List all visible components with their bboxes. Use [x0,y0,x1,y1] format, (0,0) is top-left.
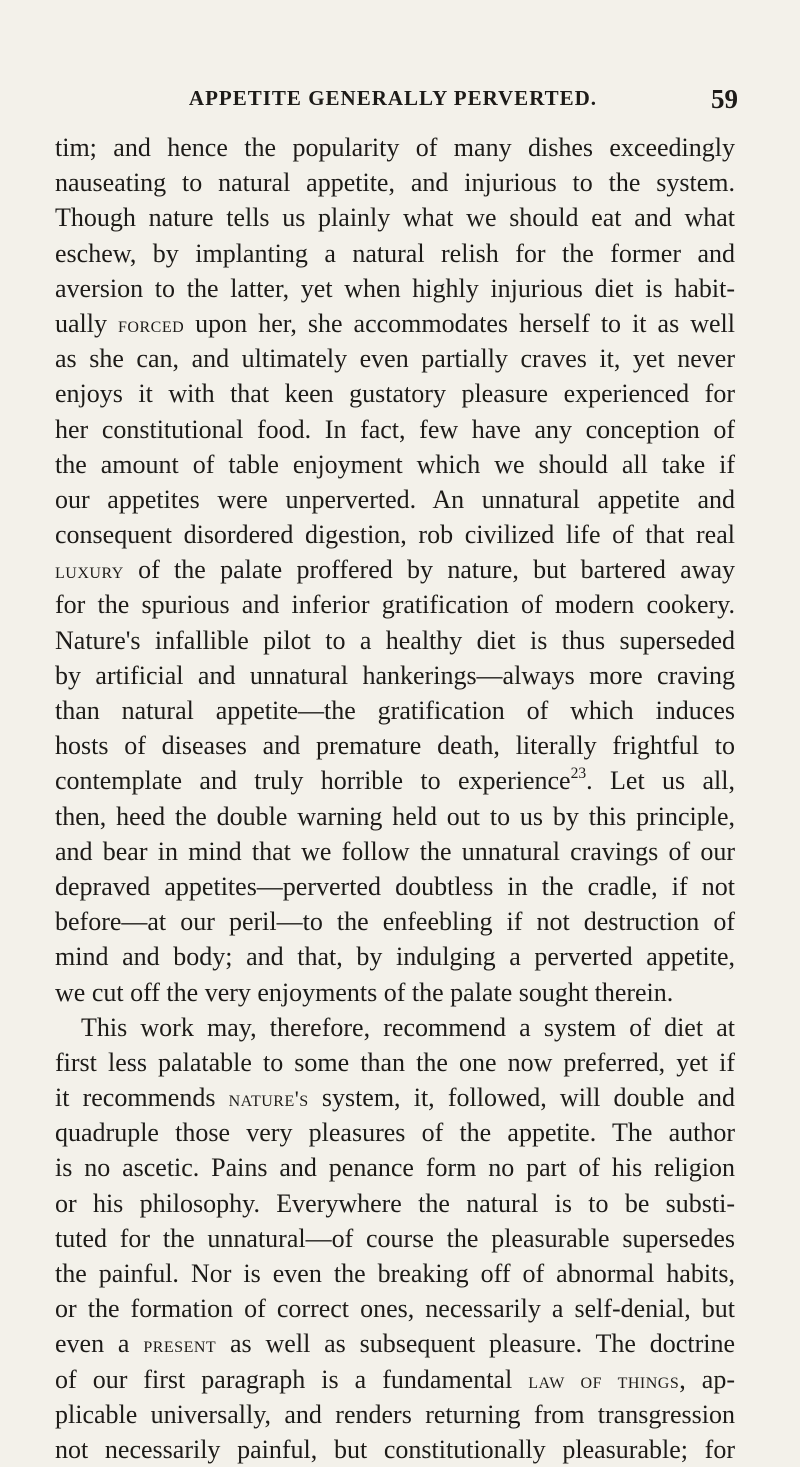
text-line: her constitutional food. In fact, few have any conception of [55,414,735,444]
text-line: then, heed the double warning held out to us by this principle, [55,801,735,831]
page-number: 59 [711,84,738,114]
text-line: the amount of table enjoyment which we should all take if [55,449,735,479]
text-line: depraved appetites—perverted doubtless in the cradle, if not [55,871,735,901]
text-line: for the spurious and inferior gratification of modern cookery. [55,590,735,620]
body-text [55,130,735,1467]
text-line: is no ascetic. Pains and penance form no part of his religion [55,1153,735,1183]
text-line: mind and body; and that, by indulging a perverted appetite, [55,942,735,972]
text-line: luxury of the palate proffered by nature, but bartered away [55,555,735,585]
text-line: as she can, and ultimately even partially craves it, yet never [55,344,735,374]
text-line: contemplate and truly horrible to experience$^{23}$. Let us all, [55,765,735,796]
text-line: eschew, by implanting a natural relish for the former and [55,238,735,268]
text-line: Though nature tells us plainly what we should eat and what [55,203,735,233]
text-line: nauseating to natural appetite, and injurious to the system. [55,168,735,198]
text-line: and bear in mind that we follow the unnatural cravings of our [55,836,735,866]
text-line: before—at our peril—to the enfeebling if not destruction of [55,907,735,937]
text-line: This work may, therefore, recommend a system of diet at [81,1012,735,1042]
text-line: plicable universally, and renders returning from transgression [55,1399,735,1429]
text-line: aversion to the latter, yet when highly injurious diet is habit- [55,273,735,303]
text-line: we cut off the very enjoyments of the palate sought therein. [55,977,674,1007]
running-header [48,84,738,114]
text-line: of our first paragraph is a fundamental law of things, ap- [55,1364,736,1394]
text-line: tim; and hence the popularity of many dishes exceedingly [55,133,735,162]
small-caps-term: present [143,1332,217,1358]
text-line: it recommends nature's system, it, followed, will double and [55,1083,735,1113]
small-caps-term: forced [118,311,185,337]
text-line: or his philosophy. Everywhere the natural is to be substi- [55,1188,735,1218]
small-caps-term: law of things [528,1367,680,1393]
text-line: than natural appetite—the gratification of which induces [55,696,735,725]
text-line: tuted for the unnatural—of course the pleasurable supersedes [55,1223,735,1253]
text-line: quadruple those very pleasures of the appetite. The author [55,1118,735,1148]
small-caps-term: nature's [228,1086,309,1112]
text-line: or the formation of correct ones, necessarily a self-denial, but [55,1294,735,1324]
text-line: hosts of diseases and premature death, literally frightful to [55,731,735,761]
text-line: our appetites were unperverted. An unnatural appetite and [55,484,735,514]
text-line: ually forced upon her, she accommodates herself to it as well [55,308,735,338]
text-line: first less palatable to some than the one now preferred, yet if [55,1047,735,1077]
text-line: consequent disordered digestion, rob civilized life of that real [55,520,735,550]
footnote-ref: 23 [570,765,587,783]
text-line: by artificial and unnatural hankerings—always more craving [55,660,735,690]
text-line: the painful. Nor is even the breaking off of abnormal habits, [55,1259,735,1288]
text-line: Nature's infallible pilot to a healthy diet is thus superseded [55,625,735,655]
text-line: even a present as well as subsequent pleasure. The doctrine [55,1329,735,1359]
small-caps-term: luxury [55,558,124,584]
running-title: APPETITE GENERALLY PERVERTED. [188,86,598,110]
text-line: enjoys it with that keen gustatory pleasure experienced for [55,379,735,409]
text-line: not necessarily painful, but constitutionally pleasurable; for [55,1434,735,1464]
